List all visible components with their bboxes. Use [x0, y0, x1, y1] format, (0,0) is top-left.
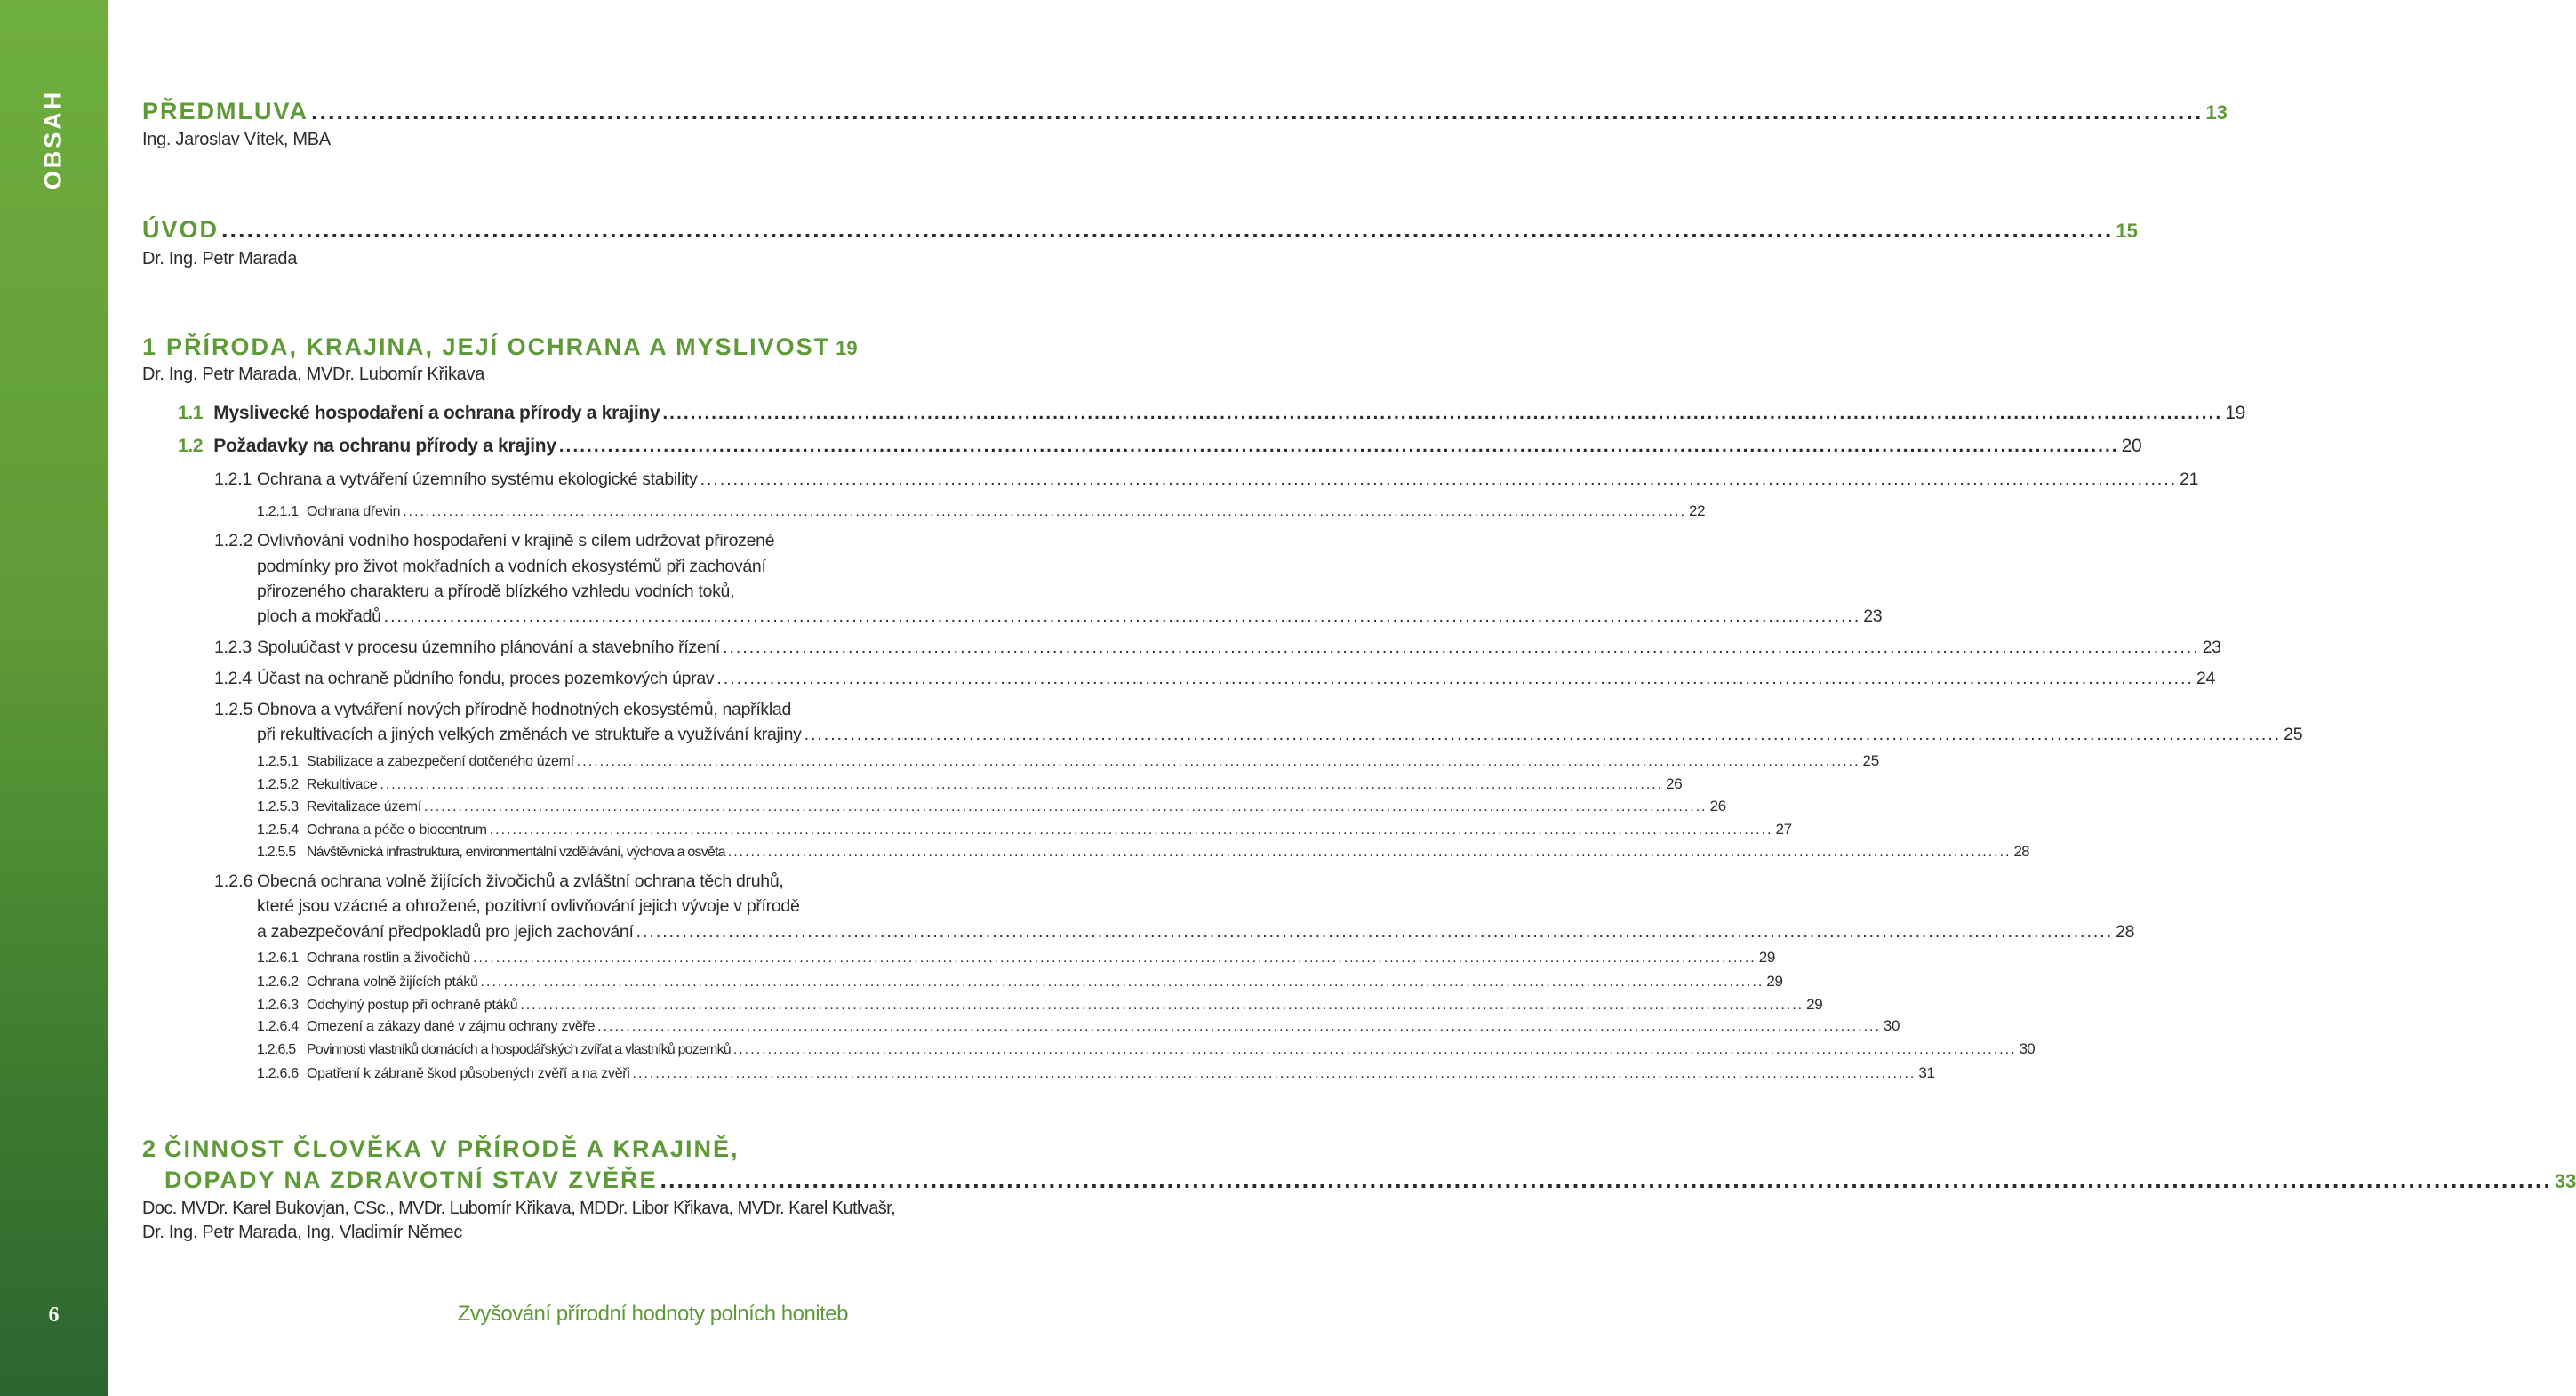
- toc-entry-1-2-6-1[interactable]: [257, 949, 1776, 967]
- entry-page: 19: [2225, 403, 2246, 423]
- entry-title: Myslivecké hospodaření a ochrana přírody a krajiny: [213, 403, 660, 423]
- section-number: 1.2.6.3: [257, 998, 299, 1013]
- section-number: 1.2.2: [214, 531, 253, 550]
- entry-page: 21: [2180, 469, 2199, 489]
- entry-title: Návštěvnická infrastruktura, environmentální vzdělávání, výchova a osvěta: [307, 845, 725, 860]
- toc-entry-1-2-5-5[interactable]: [257, 843, 2029, 861]
- entry-title-line: které jsou vzácné a ohrožené, pozitivní ovlivňování jejich vývoje v přírodě: [257, 896, 800, 916]
- entry-page: 31: [1918, 1064, 1935, 1081]
- entry-title: PŘÍRODA, KRAJINA, JEJÍ OCHRANA A MYSLIVOST: [166, 333, 831, 360]
- entry-author: Dr. Ing. Petr Marada, Ing. Vladimír Němec: [142, 1223, 463, 1242]
- leader-dots: [559, 436, 2119, 457]
- toc-entry-1-2[interactable]: [178, 436, 2142, 457]
- entry-title-line: ČINNOST ČLOVĚKA V PŘÍRODĚ A KRAJINĚ,: [164, 1135, 740, 1162]
- section-number: 1.2.1: [214, 469, 252, 489]
- entry-page: 23: [1863, 606, 1883, 626]
- entry-page: 30: [2019, 1040, 2035, 1057]
- section-number: 1.2.5.4: [257, 822, 299, 838]
- section-number: 1.2.3: [214, 638, 252, 657]
- entry-title-line: DOPADY NA ZDRAVOTNÍ STAV ZVĚŘE: [164, 1167, 658, 1193]
- entry-title: Povinnosti vlastníků domácích a hospodářských zvířat a vlastníků pozemků: [307, 1042, 731, 1057]
- leader-dots: [577, 754, 1860, 770]
- entry-title-line: a zabezpečování předpokladů pro jejich zachování: [257, 922, 634, 942]
- entry-author: Dr. Ing. Petr Marada, MVDr. Lubomír Křikava: [142, 365, 485, 384]
- entry-title: Stabilizace a zabezpečení dotčeného území: [307, 754, 574, 769]
- entry-page: 25: [2284, 725, 2303, 744]
- entry-title-line: podmínky pro život mokřadních a vodních ekosystémů při zachování: [257, 557, 766, 576]
- leader-dots: [520, 998, 1804, 1014]
- entry-title: Ochrana a péče o biocentrum: [307, 822, 487, 838]
- toc-entry-1-2-5-3[interactable]: [257, 798, 1726, 815]
- entry-title: Ochrana volně žijících ptáků: [307, 975, 478, 990]
- toc-entry-uvod[interactable]: [142, 216, 2138, 244]
- entry-page: 29: [1758, 949, 1776, 966]
- entry-page: 29: [1766, 973, 1783, 990]
- section-number: 1.2.6.4: [257, 1019, 299, 1034]
- toc-entry-1-2-5[interactable]: [257, 725, 2303, 745]
- section-number: 1.2.1.1: [257, 504, 299, 519]
- book-title-footer: Zvyšování přírodní hodnoty polních honiteb: [457, 1302, 848, 1326]
- toc-entry-1-2-6-2[interactable]: [257, 973, 1783, 991]
- toc-entry-chapter-2[interactable]: [164, 1167, 2576, 1194]
- leader-dots: [597, 1019, 1881, 1035]
- sidebar-title: OBSAH: [39, 89, 67, 190]
- leader-dots: [490, 822, 1773, 838]
- entry-page: 26: [1709, 798, 1726, 814]
- toc-entry-1-2-2[interactable]: [257, 606, 1883, 627]
- entry-title-line: Obecná ochrana volně žijících živočichů a zvláštní ochrana těch druhů,: [257, 871, 784, 891]
- entry-author: Ing. Jaroslav Vítek, MBA: [142, 130, 331, 149]
- entry-title: Požadavky na ochranu přírody a krajiny: [213, 436, 556, 456]
- section-number: 1.2.5.5: [257, 845, 296, 860]
- entry-title-line: Ovlivňování vodního hospodaření v krajině s cílem udržovat přirozené: [257, 531, 775, 550]
- entry-page: 33: [2554, 1170, 2576, 1192]
- section-number: 1.2.5: [214, 700, 253, 719]
- section-number: 1.2.6.1: [257, 951, 299, 966]
- entry-page: 25: [1862, 752, 1879, 769]
- toc-entry-1-2-5-1[interactable]: [257, 752, 1879, 770]
- entry-page: 13: [2205, 101, 2228, 124]
- entry-title: ÚVOD: [142, 216, 220, 243]
- section-number: 1.2.4: [214, 669, 252, 688]
- entry-page: 24: [2196, 669, 2216, 688]
- entry-title: Účast na ochraně půdního fondu, proces pozemkových úprav: [257, 669, 715, 688]
- leader-dots: [716, 669, 2194, 689]
- leader-dots: [636, 922, 2114, 943]
- leader-dots: [384, 606, 1861, 627]
- entry-title-line: přirozeného charakteru a přírodě blízkého vzhledu vodních toků,: [257, 582, 735, 601]
- leader-dots: [403, 504, 1686, 520]
- leader-dots: [473, 951, 1756, 967]
- entry-title: Ochrana rostlin a živočichů: [307, 951, 470, 966]
- section-number: 1.2.6.2: [257, 975, 299, 990]
- leader-dots: [633, 1066, 1916, 1082]
- toc-entry-predmluva[interactable]: [142, 98, 2228, 125]
- entry-title: Opatření k zábraně škod působených zvěří a na zvěři: [307, 1066, 630, 1081]
- section-number: 1.2.5.3: [257, 799, 299, 814]
- leader-dots: [221, 216, 2113, 244]
- toc-entry-1-1[interactable]: [178, 403, 2246, 424]
- leader-dots: [380, 777, 1663, 793]
- toc-entry-1-2-3[interactable]: [214, 638, 2221, 658]
- toc-entry-1-2-6-6[interactable]: [257, 1064, 1935, 1082]
- toc-entry-1-2-6[interactable]: [257, 922, 2135, 943]
- entry-page: 22: [1688, 502, 1706, 519]
- entry-page: 29: [1806, 996, 1823, 1013]
- toc-entry-1-2-1[interactable]: [214, 469, 2199, 490]
- entry-title-line: při rekultivacích a jiných velkých změnách ve struktuře a využívání krajiny: [257, 725, 802, 744]
- entry-page: 30: [1883, 1017, 1900, 1034]
- sidebar-band: [0, 0, 108, 1396]
- entry-title-line: Obnova a vytváření nových přírodně hodnotných ekosystémů, například: [257, 700, 792, 719]
- entry-author: Dr. Ing. Petr Marada: [142, 249, 298, 269]
- entry-page: 28: [2116, 922, 2135, 942]
- entry-page: 26: [1666, 775, 1683, 792]
- entry-title: PŘEDMLUVA: [142, 98, 309, 124]
- entry-page: 28: [2013, 843, 2029, 860]
- leader-dots: [662, 403, 2222, 424]
- entry-author: Doc. MVDr. Karel Bukovjan, CSc., MVDr. Lubomír Křikava, MDDr. Libor Křikava, MVDr. Karel Kutlvašr,: [142, 1199, 896, 1218]
- entry-title: Omezení a zákazy dané v zájmu ochrany zvěře: [307, 1019, 596, 1034]
- chapter-number: 2: [142, 1135, 158, 1162]
- leader-dots: [723, 638, 2200, 658]
- leader-dots: [660, 1167, 2552, 1194]
- toc-entry-1-2-1-1[interactable]: [257, 502, 1706, 520]
- entry-page: 19: [836, 337, 858, 359]
- entry-page: 23: [2202, 638, 2221, 657]
- entry-title: Spoluúčast v procesu územního plánování a stavebního řízení: [257, 638, 721, 657]
- leader-dots: [733, 1042, 2017, 1058]
- entry-title: Ochrana dřevin: [307, 504, 401, 519]
- entry-title: Rekultivace: [307, 777, 378, 792]
- entry-page: 15: [2116, 220, 2138, 242]
- leader-dots: [311, 98, 2203, 125]
- toc-entry-1-2-6-5[interactable]: [257, 1040, 2035, 1058]
- entry-title: Ochrana a vytváření územního systému ekologické stability: [257, 469, 698, 489]
- entry-page: 20: [2121, 436, 2142, 456]
- entry-title: Revitalizace území: [307, 799, 421, 814]
- entry-page: 27: [1775, 821, 1792, 838]
- toc-entry-1-2-6-4[interactable]: [257, 1017, 1900, 1035]
- toc-entry-1-2-4[interactable]: [214, 669, 2216, 689]
- leader-dots: [700, 469, 2178, 490]
- toc-entry-chapter-1[interactable]: [142, 333, 858, 361]
- leader-dots: [481, 975, 1764, 991]
- page-number: 6: [48, 1304, 60, 1327]
- entry-title-line: ploch a mokřadů: [257, 606, 381, 626]
- section-number: 1.2.6: [214, 871, 253, 891]
- section-number: 1.2: [178, 436, 204, 456]
- chapter-number: 1: [142, 333, 158, 360]
- leader-dots: [424, 799, 1708, 815]
- section-number: 1.2.5.1: [257, 754, 299, 769]
- section-number: 1.2.6.6: [257, 1066, 299, 1081]
- leader-dots: [728, 845, 2012, 861]
- section-number: 1.2.5.2: [257, 777, 299, 792]
- toc-entry-1-2-6-3[interactable]: [257, 996, 1823, 1014]
- section-number: 1.1: [178, 403, 204, 423]
- section-number: 1.2.6.5: [257, 1042, 296, 1057]
- leader-dots: [804, 725, 2282, 745]
- toc-entry-1-2-5-4[interactable]: [257, 821, 1792, 838]
- entry-title: Odchylný postup při ochraně ptáků: [307, 998, 518, 1013]
- toc-entry-1-2-5-2[interactable]: [257, 775, 1683, 793]
